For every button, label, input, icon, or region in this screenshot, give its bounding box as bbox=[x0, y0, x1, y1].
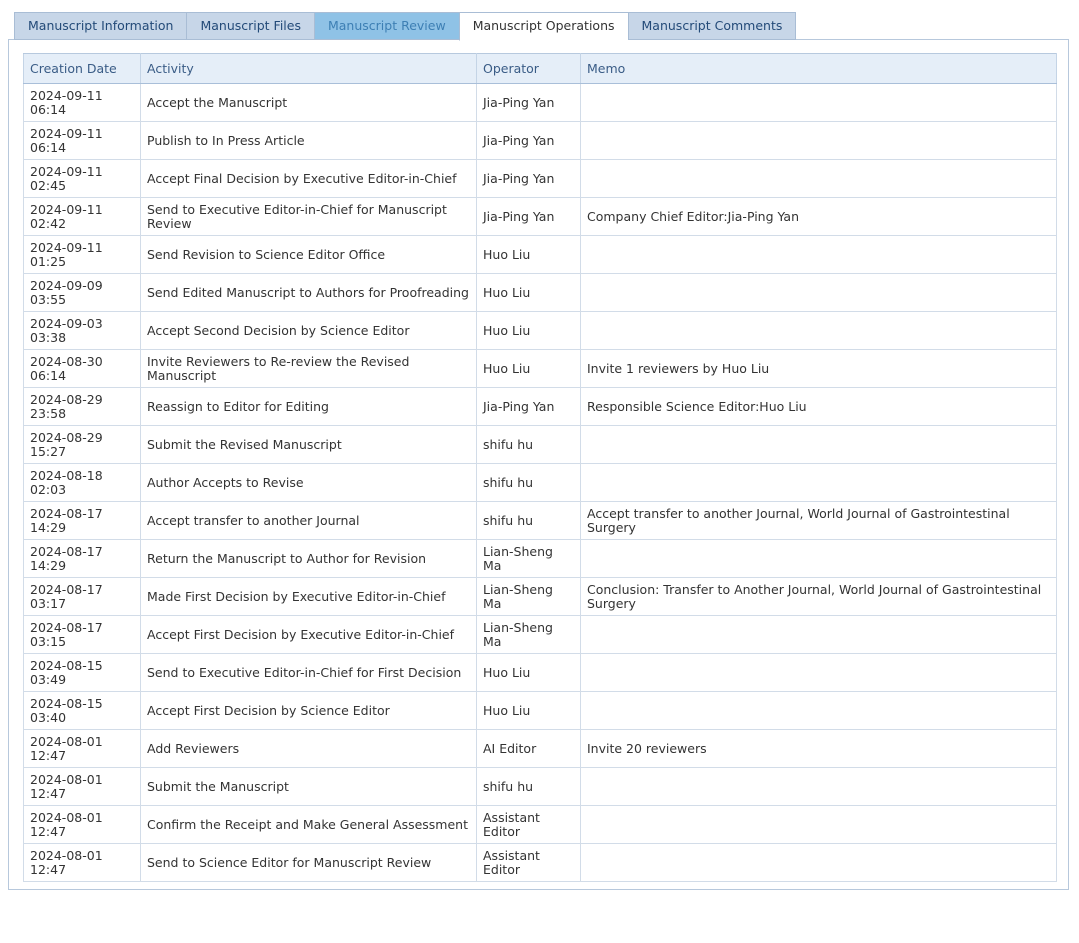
memo-cell: Invite 20 reviewers bbox=[581, 730, 1057, 768]
creation-date-cell: 2024-09-03 03:38 bbox=[24, 312, 141, 350]
table-row bbox=[24, 236, 1057, 274]
creation-date-cell: 2024-09-11 06:14 bbox=[24, 122, 141, 160]
activity-cell: Return the Manuscript to Author for Revision bbox=[141, 540, 477, 578]
operator-cell: shifu hu bbox=[477, 426, 581, 464]
memo-cell bbox=[581, 160, 1057, 198]
memo-cell: Invite 1 reviewers by Huo Liu bbox=[581, 350, 1057, 388]
memo-cell: Accept transfer to another Journal, World Journal of Gastrointestinal Surgery bbox=[581, 502, 1057, 540]
table-row bbox=[24, 540, 1057, 578]
table-row bbox=[24, 388, 1057, 426]
activity-cell: Send to Executive Editor-in-Chief for First Decision bbox=[141, 654, 477, 692]
creation-date-cell: 2024-09-11 02:45 bbox=[24, 160, 141, 198]
activity-cell: Accept Final Decision by Executive Editor-in-Chief bbox=[141, 160, 477, 198]
memo-cell bbox=[581, 844, 1057, 882]
creation-date-cell: 2024-08-01 12:47 bbox=[24, 844, 141, 882]
table-row bbox=[24, 426, 1057, 464]
operations-panel bbox=[8, 39, 1069, 890]
table-row bbox=[24, 806, 1057, 844]
activity-cell: Publish to In Press Article bbox=[141, 122, 477, 160]
operator-cell: Lian-Sheng Ma bbox=[477, 578, 581, 616]
operator-cell: Jia-Ping Yan bbox=[477, 160, 581, 198]
creation-date-cell: 2024-09-11 02:42 bbox=[24, 198, 141, 236]
activity-cell: Add Reviewers bbox=[141, 730, 477, 768]
creation-date-cell: 2024-08-17 14:29 bbox=[24, 502, 141, 540]
operator-cell: Huo Liu bbox=[477, 654, 581, 692]
operator-cell: Assistant Editor bbox=[477, 844, 581, 882]
operator-cell: Huo Liu bbox=[477, 312, 581, 350]
memo-cell bbox=[581, 426, 1057, 464]
table-row bbox=[24, 616, 1057, 654]
creation-date-cell: 2024-08-30 06:14 bbox=[24, 350, 141, 388]
creation-date-cell: 2024-08-01 12:47 bbox=[24, 806, 141, 844]
column-header-creation-date: Creation Date bbox=[24, 54, 141, 84]
table-row bbox=[24, 464, 1057, 502]
activity-cell: Reassign to Editor for Editing bbox=[141, 388, 477, 426]
column-header-activity: Activity bbox=[141, 54, 477, 84]
creation-date-cell: 2024-08-17 14:29 bbox=[24, 540, 141, 578]
activity-cell: Confirm the Receipt and Make General Assessment bbox=[141, 806, 477, 844]
activity-cell: Send Revision to Science Editor Office bbox=[141, 236, 477, 274]
memo-cell bbox=[581, 768, 1057, 806]
creation-date-cell: 2024-08-15 03:49 bbox=[24, 654, 141, 692]
activity-cell: Send to Science Editor for Manuscript Review bbox=[141, 844, 477, 882]
creation-date-cell: 2024-08-29 23:58 bbox=[24, 388, 141, 426]
operator-cell: Huo Liu bbox=[477, 692, 581, 730]
column-header-memo: Memo bbox=[581, 54, 1057, 84]
creation-date-cell: 2024-08-17 03:15 bbox=[24, 616, 141, 654]
activity-cell: Accept First Decision by Executive Editor-in-Chief bbox=[141, 616, 477, 654]
activity-cell: Made First Decision by Executive Editor-in-Chief bbox=[141, 578, 477, 616]
memo-cell: Company Chief Editor:Jia-Ping Yan bbox=[581, 198, 1057, 236]
memo-cell bbox=[581, 312, 1057, 350]
table-row bbox=[24, 692, 1057, 730]
memo-cell bbox=[581, 616, 1057, 654]
creation-date-cell: 2024-09-09 03:55 bbox=[24, 274, 141, 312]
memo-cell bbox=[581, 806, 1057, 844]
memo-cell bbox=[581, 654, 1057, 692]
activity-cell: Accept transfer to another Journal bbox=[141, 502, 477, 540]
creation-date-cell: 2024-08-01 12:47 bbox=[24, 768, 141, 806]
operator-cell: Jia-Ping Yan bbox=[477, 198, 581, 236]
operator-cell: Lian-Sheng Ma bbox=[477, 540, 581, 578]
table-body bbox=[24, 84, 1057, 882]
operator-cell: Huo Liu bbox=[477, 350, 581, 388]
operator-cell: Huo Liu bbox=[477, 236, 581, 274]
tab-bar bbox=[14, 12, 796, 40]
activity-cell: Invite Reviewers to Re-review the Revised Manuscript bbox=[141, 350, 477, 388]
operator-cell: shifu hu bbox=[477, 464, 581, 502]
memo-cell: Responsible Science Editor:Huo Liu bbox=[581, 388, 1057, 426]
memo-cell: Conclusion: Transfer to Another Journal, World Journal of Gastrointestinal Surgery bbox=[581, 578, 1057, 616]
memo-cell bbox=[581, 692, 1057, 730]
operator-cell: shifu hu bbox=[477, 502, 581, 540]
table-row bbox=[24, 198, 1057, 236]
table-row bbox=[24, 502, 1057, 540]
table-row bbox=[24, 730, 1057, 768]
creation-date-cell: 2024-08-15 03:40 bbox=[24, 692, 141, 730]
operator-cell: Assistant Editor bbox=[477, 806, 581, 844]
creation-date-cell: 2024-09-11 06:14 bbox=[24, 84, 141, 122]
creation-date-cell: 2024-08-18 02:03 bbox=[24, 464, 141, 502]
memo-cell bbox=[581, 236, 1057, 274]
table-header-row bbox=[24, 54, 1057, 84]
activity-cell: Author Accepts to Revise bbox=[141, 464, 477, 502]
table-row bbox=[24, 312, 1057, 350]
operator-cell: AI Editor bbox=[477, 730, 581, 768]
operator-cell: Lian-Sheng Ma bbox=[477, 616, 581, 654]
creation-date-cell: 2024-08-17 03:17 bbox=[24, 578, 141, 616]
activity-cell: Send Edited Manuscript to Authors for Proofreading bbox=[141, 274, 477, 312]
tab-manuscript-operations[interactable]: Manuscript Operations bbox=[459, 12, 628, 41]
tab-manuscript-comments[interactable]: Manuscript Comments bbox=[628, 12, 797, 40]
operator-cell: Jia-Ping Yan bbox=[477, 122, 581, 160]
column-header-operator: Operator bbox=[477, 54, 581, 84]
memo-cell bbox=[581, 122, 1057, 160]
table-row bbox=[24, 654, 1057, 692]
table-row bbox=[24, 578, 1057, 616]
creation-date-cell: 2024-08-01 12:47 bbox=[24, 730, 141, 768]
activity-cell: Accept Second Decision by Science Editor bbox=[141, 312, 477, 350]
operations-table bbox=[23, 53, 1057, 882]
tab-manuscript-review[interactable]: Manuscript Review bbox=[314, 12, 459, 40]
activity-cell: Send to Executive Editor-in-Chief for Manuscript Review bbox=[141, 198, 477, 236]
table-row bbox=[24, 844, 1057, 882]
table-row bbox=[24, 274, 1057, 312]
operator-cell: Huo Liu bbox=[477, 274, 581, 312]
table-row bbox=[24, 160, 1057, 198]
table-row bbox=[24, 768, 1057, 806]
creation-date-cell: 2024-09-11 01:25 bbox=[24, 236, 141, 274]
creation-date-cell: 2024-08-29 15:27 bbox=[24, 426, 141, 464]
activity-cell: Accept First Decision by Science Editor bbox=[141, 692, 477, 730]
table-row bbox=[24, 122, 1057, 160]
activity-cell: Submit the Manuscript bbox=[141, 768, 477, 806]
operator-cell: Jia-Ping Yan bbox=[477, 388, 581, 426]
table-row bbox=[24, 84, 1057, 122]
memo-cell bbox=[581, 84, 1057, 122]
tab-manuscript-information[interactable]: Manuscript Information bbox=[14, 12, 186, 40]
activity-cell: Submit the Revised Manuscript bbox=[141, 426, 477, 464]
table-row bbox=[24, 350, 1057, 388]
memo-cell bbox=[581, 274, 1057, 312]
memo-cell bbox=[581, 540, 1057, 578]
activity-cell: Accept the Manuscript bbox=[141, 84, 477, 122]
operator-cell: Jia-Ping Yan bbox=[477, 84, 581, 122]
tab-manuscript-files[interactable]: Manuscript Files bbox=[186, 12, 314, 40]
operator-cell: shifu hu bbox=[477, 768, 581, 806]
memo-cell bbox=[581, 464, 1057, 502]
